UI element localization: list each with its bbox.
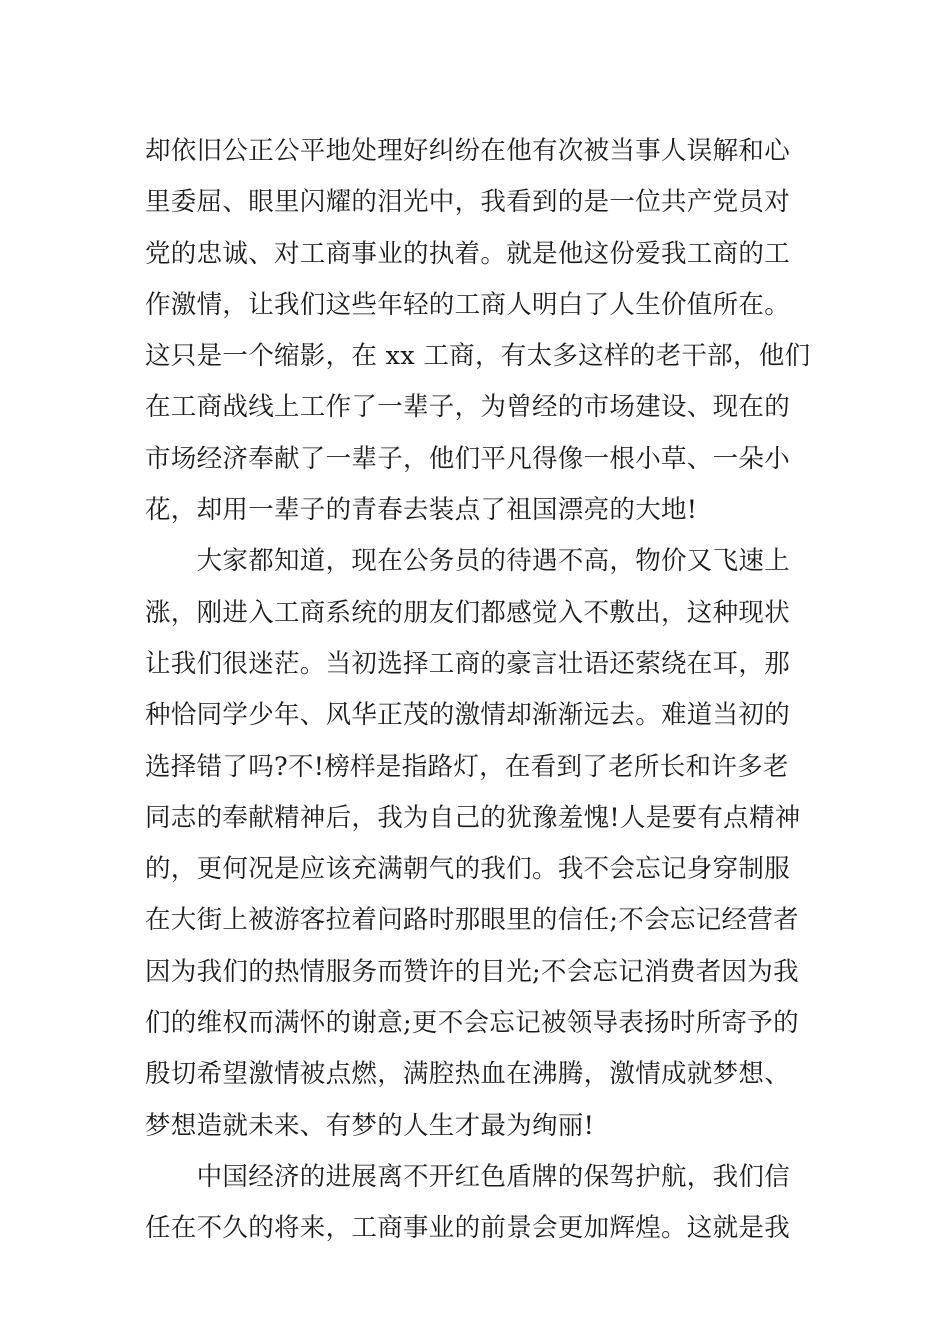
text-line: 却依旧公正公平地处理好纠纷在他有次被当事人误解和心 — [145, 136, 791, 166]
text-line: 们的维权而满怀的谢意;更不会忘记被领导表扬时所寄予的 — [145, 1008, 799, 1039]
text-line: 涨，刚进入工商系统的朋友们都感觉入不敷出，这种现状 — [145, 597, 791, 628]
text-line: 这只是一个缩影，在 xx 工商，有太多这样的老干部，他们 — [145, 341, 811, 372]
text-line: 里委屈、眼里闪耀的泪光中，我看到的是一位共产党员对 — [145, 187, 791, 218]
text-line: 殷切希望激情被点燃，满腔热血在沸腾，激情成就梦想、 — [145, 1059, 791, 1090]
text-line: 的，更何况是应该充满朝气的我们。我不会忘记身穿制服 — [145, 854, 791, 885]
text-line: 因为我们的热情服务而赞许的目光;不会忘记消费者因为我 — [145, 956, 799, 987]
text-line: 梦想造就未来、有梦的人生才最为绚丽! — [145, 1110, 595, 1141]
text-line: 在大街上被游客拉着问路时那眼里的信任;不会忘记经营者 — [145, 905, 799, 936]
text-line: 大家都知道，现在公务员的待遇不高，物价又飞速上 — [145, 546, 791, 577]
text-line: 任在不久的将来，工商事业的前景会更加辉煌。这就是我 — [145, 1213, 791, 1244]
text-line: 选择错了吗?不!榜样是指路灯，在看到了老所长和许多老 — [145, 751, 789, 782]
text-line: 让我们很迷茫。当初选择工商的豪言壮语还萦绕在耳，那 — [145, 648, 791, 679]
text-line: 在工商战线上工作了一辈子，为曾经的市场建设、现在的 — [145, 392, 791, 423]
text-line: 种恰同学少年、风华正茂的激情却渐渐远去。难道当初的 — [145, 700, 791, 731]
document-body-text — [145, 126, 815, 1255]
text-line: 花，却用一辈子的青春去装点了祖国漂亮的大地! — [145, 495, 698, 526]
text-line: 市场经济奉献了一辈子，他们平凡得像一根小草、一朵小 — [145, 443, 791, 474]
text-line: 党的忠诚、对工商事业的执着。就是他这份爱我工商的工 — [145, 238, 791, 269]
text-line: 中国经济的进展离不开红色盾牌的保驾护航，我们信 — [145, 1161, 791, 1192]
text-line: 同志的奉献精神后，我为自己的犹豫羞愧!人是要有点精神 — [145, 802, 801, 833]
text-line: 作激情，让我们这些年轻的工商人明白了人生价值所在。 — [145, 289, 791, 320]
